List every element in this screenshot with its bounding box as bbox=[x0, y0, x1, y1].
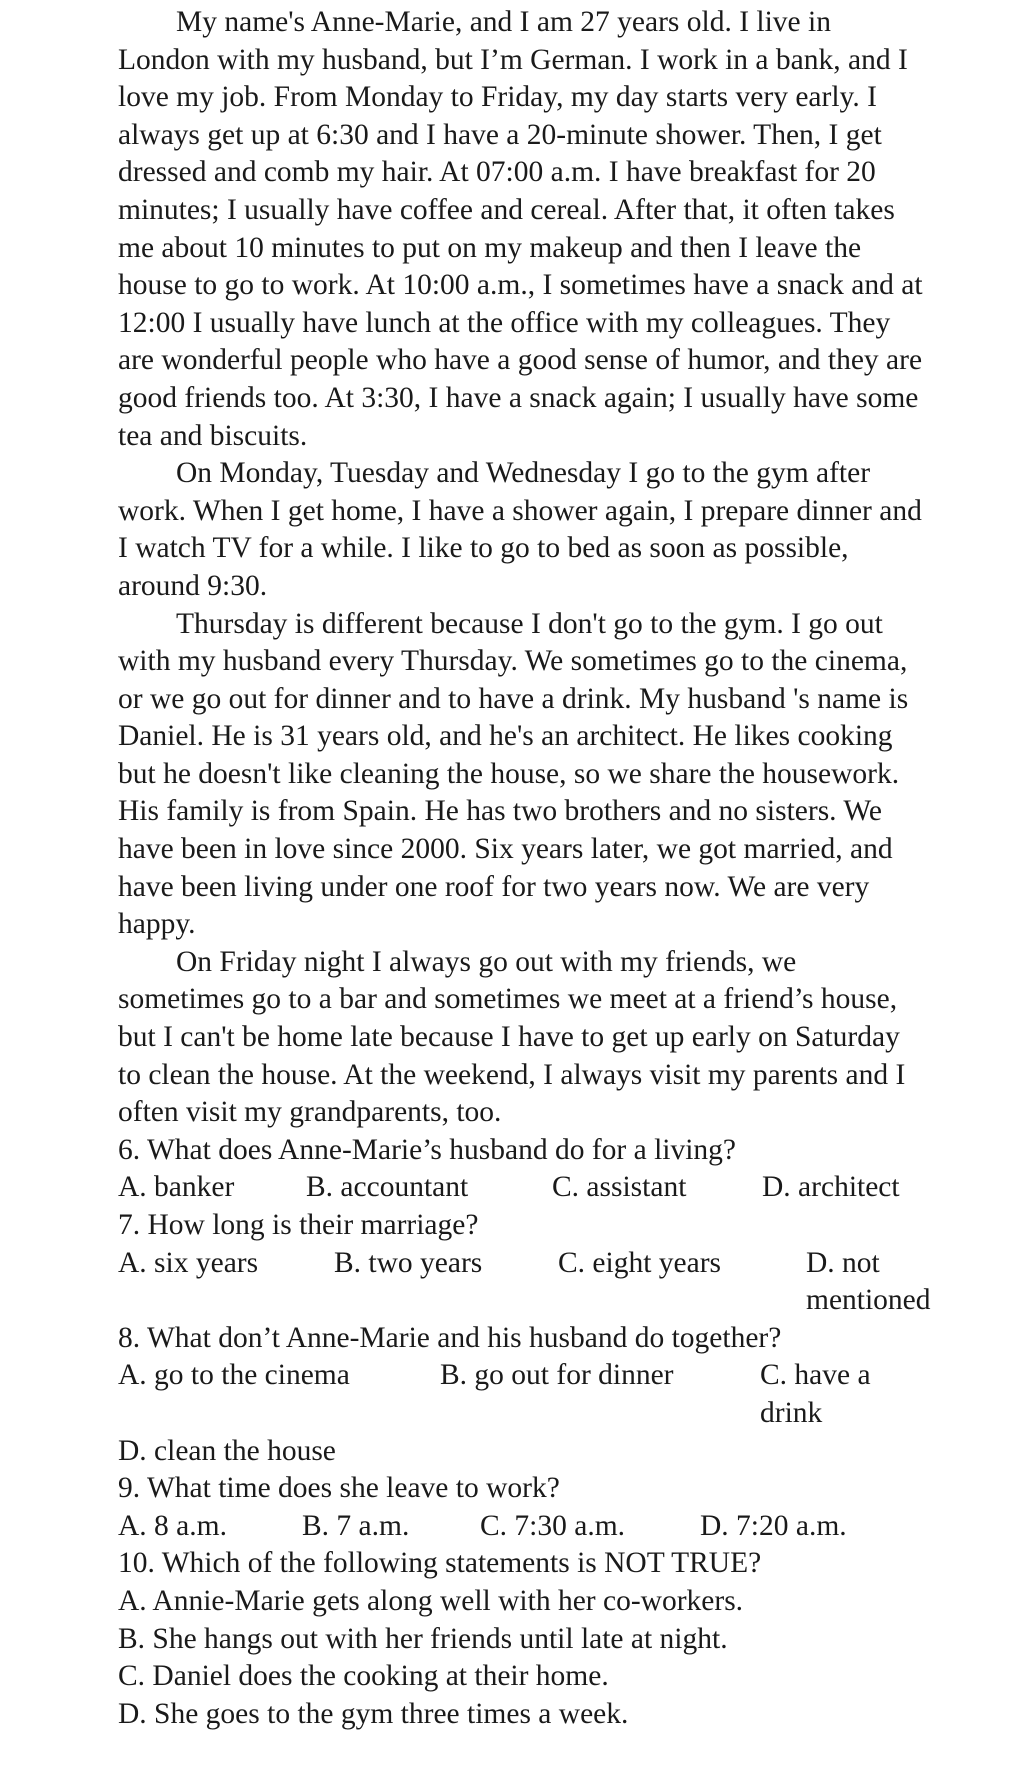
option-b: B. accountant bbox=[306, 1171, 469, 1204]
option-a: A. 8 a.m. bbox=[118, 1509, 227, 1542]
option-b: B. 7 a.m. bbox=[302, 1509, 410, 1542]
passage-paragraph-1: My name's Anne-Marie, and I am 27 years old. I live in London with my husband, but I’m German. I work in a bank, and I love my job. From Monday to Friday, my day starts very early. I always get up at 6:30 and I have a 20-minute shower. Then, I get dressed and comb my hair. At 07:00 a.m. I have breakfast for 20 minutes; I usually have coffee and cereal. After that, it often takes me about 10 minutes to put on my makeup and then I leave the house to go to work. At 10:00 a.m., I sometimes have a snack and at 12:00 I usually have lunch at the office with my colleagues. They are wonderful people who have a good sense of humor, and they are good friends too. At 3:30, I have a snack again; I usually have some tea and biscuits. bbox=[118, 6, 923, 452]
question-stem: 7. How long is their marriage? bbox=[118, 1209, 479, 1241]
question-9 bbox=[118, 1470, 924, 1545]
question-stem: 8. What don’t Anne-Marie and his husband do together? bbox=[118, 1321, 782, 1354]
answer-options bbox=[118, 1245, 931, 1320]
option-d: D. 7:20 a.m. bbox=[700, 1509, 847, 1542]
option-b: B. two years bbox=[334, 1246, 483, 1279]
option-c: C. Daniel does the cooking at their home. bbox=[118, 1660, 609, 1693]
option-a: A. six years bbox=[118, 1246, 259, 1279]
option-d: D. clean the house bbox=[118, 1434, 336, 1467]
answer-options bbox=[118, 1583, 924, 1733]
answer-options bbox=[118, 1357, 924, 1470]
option-d: D. not mentioned bbox=[806, 1246, 931, 1317]
reading-document bbox=[118, 4, 931, 1733]
option-d: D. She goes to the gym three times a week. bbox=[118, 1697, 629, 1730]
option-d: D. architect bbox=[762, 1171, 900, 1204]
option-c: C. have a drink bbox=[760, 1359, 871, 1429]
question-7 bbox=[118, 1207, 931, 1320]
question-stem: 10. Which of the following statements is NOT TRUE? bbox=[118, 1547, 762, 1580]
question-stem: 9. What time does she leave to work? bbox=[118, 1472, 560, 1505]
option-c: C. eight years bbox=[558, 1246, 722, 1279]
question-8 bbox=[118, 1320, 924, 1470]
answer-options bbox=[118, 1169, 924, 1207]
passage-paragraph-2: On Monday, Tuesday and Wednesday I go to the gym after work. When I get home, I have a shower again, I prepare dinner and I watch TV for a while. I like to go to bed as soon as possible, around 9:30. bbox=[118, 457, 922, 602]
question-stem: 6. What does Anne-Marie’s husband do for a living? bbox=[118, 1133, 737, 1166]
option-a: A. Annie-Marie gets along well with her co-workers. bbox=[118, 1584, 744, 1617]
passage-paragraph-3: Thursday is different because I don't go to the gym. I go out with my husband every Thursday. We sometimes go to the cinema, or we go out for dinner and to have a drink. My husband 's name is Daniel. He is 31 years old, and he's an architect. He likes cooking but he doesn't like cleaning the house, so we share the housework. His family is from Spain. He has two brothers and no sisters. We have been in love since 2000. Six years later, we got married, and have been living under one roof for two years now. We are very happy. bbox=[118, 607, 909, 941]
question-10 bbox=[118, 1545, 924, 1733]
option-c: C. assistant bbox=[552, 1171, 687, 1204]
passage-paragraph-4: On Friday night I always go out with my friends, we sometimes go to a bar and sometimes we meet at a friend’s house, but I can't be home late because I have to get up early on Saturday to clean the house. At the weekend, I always visit my parents and I often visit my grandparents, too. bbox=[118, 945, 906, 1129]
answer-options bbox=[118, 1508, 924, 1546]
option-b: B. go out for dinner bbox=[440, 1359, 674, 1392]
option-c: C. 7:30 a.m. bbox=[480, 1509, 626, 1542]
option-a: A. go to the cinema bbox=[118, 1359, 350, 1392]
option-b: B. She hangs out with her friends until late at night. bbox=[118, 1622, 728, 1655]
question-6 bbox=[118, 1132, 924, 1207]
option-a: A. banker bbox=[118, 1171, 235, 1204]
